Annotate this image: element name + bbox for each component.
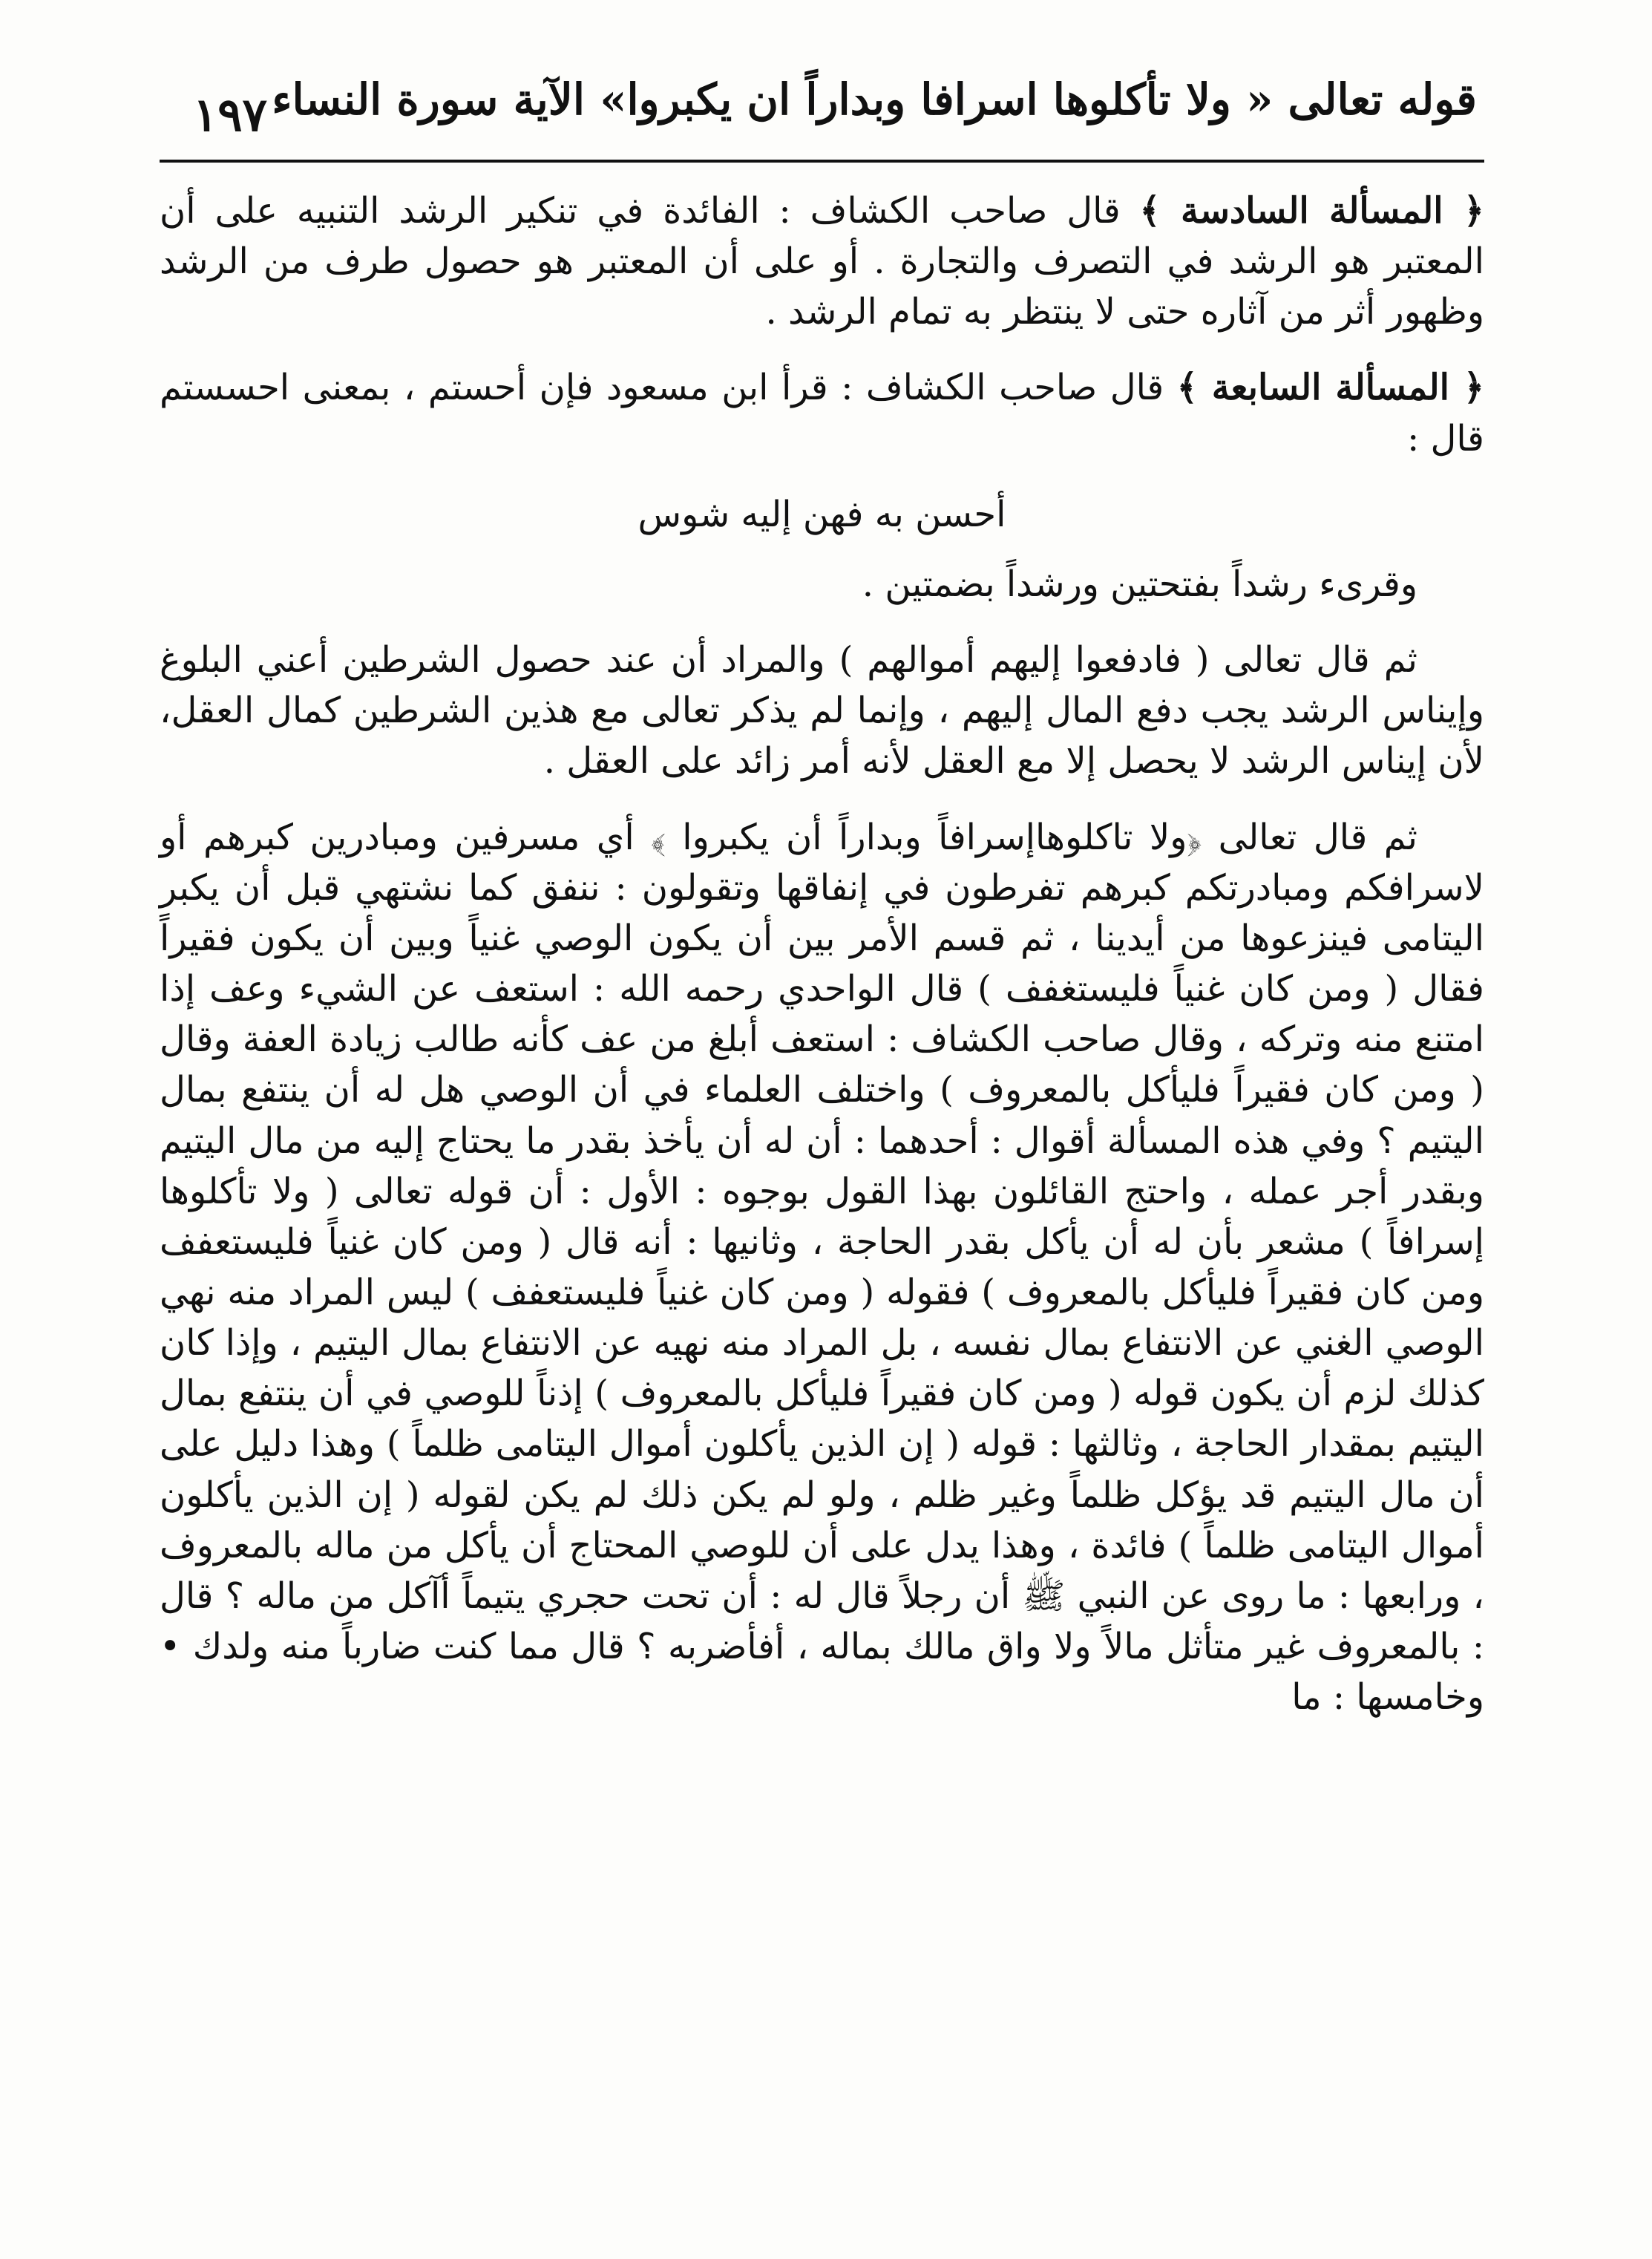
- section-seventh: [160, 362, 1484, 463]
- section-text-seventh: قال صاحب الكشاف : قرأ ابن مسعود فإن أحستم ، بمعنى احسستم قال :: [160, 367, 1484, 460]
- section-label-seventh: ﴿ المسألة السابعة ﴾: [1176, 367, 1484, 409]
- section-sixth: [160, 186, 1484, 337]
- verse-line: أحسن به فهن إليه شوس: [637, 493, 1006, 535]
- paragraph-do-not-consume: ثم قال تعالى ﴿ولا تاكلوهاإسرافاً وبداراً أن يكبروا ﴾ أي مسرفين ومبادرين كبرهم أو لاسرافكم ومبادرتكم كبرهم تفرطون في إنفاقها وتقولون : ننفق كما نشتهي قبل أن يكبر اليتامى فينزعوها من أيدينا ، ثم قسم الأمر بين أن يكون الوصي غنياً وبين أن يكون فقيراً فقال ( ومن كان غنياً فليستغفف ) قال الواحدي رحمه الله : استعف عن الشيء وعف إذا امتنع منه وتركه ، وقال صاحب الكشاف : استعف أبلغ من عف كأنه طالب زيادة العفة وقال ( ومن كان فقيراً فليأكل بالمعروف ) واختلف العلماء في أن الوصي هل له أن ينتفع بمال اليتيم ؟ وفي هذه المسألة أقوال : أحدهما : أن له أن يأخذ بقدر ما يحتاج إليه من مال اليتيم وبقدر أجر عمله ، واحتج القائلون بهذا القول بوجوه : الأول : أن قوله تعالى ( ولا تأكلوها إسرافاً ) مشعر بأن له أن يأكل بقدر الحاجة ، وثانيها : أنه قال ( ومن كان غنياً فليستعفف ومن كان فقيراً فليأكل بالمعروف ) فقوله ( ومن كان غنياً فليستعفف ) ليس المراد منه نهي الوصي الغني عن الانتفاع بمال نفسه ، بل المراد منه نهيه عن الانتفاع بمال اليتيم ، وإذا كان كذلك لزم أن يكون قوله ( ومن كان فقيراً فليأكل بالمعروف ) إذناً للوصي في أن ينتفع بمال اليتيم بمقدار الحاجة ، وثالثها : قوله ( إن الذين يأكلون أموال اليتامى ظلماً ) وهذا دليل على أن مال اليتيم قد يؤكل ظلماً وغير ظلم ، ولو لم يكن ذلك لم يكن لقوله ( إن الذين يأكلون أموال اليتامى ظلماً ) فائدة ، وهذا يدل على أن للوصي المحتاج أن يأكل من ماله بالمعروف ، ورابعها : ما روى عن النبي ﷺ أن رجلاً قال له : أن تحت حجري يتيماً أآكل من ماله ؟ قال : بالمعروف غير متأثل مالاً ولا واق مالك بماله ، أفأضربه ؟ قال مما كنت ضارباً منه ولدك • وخامسها : ما: [160, 816, 1485, 1719]
- paragraph-pay-property: ثم قال تعالى ( فادفعوا إليهم أموالهم ) والمراد أن عند حصول الشرطين أعني البلوغ وإيناس الرشد يجب دفع المال إليهم ، وإنما لم يذكر تعالى مع هذين الشرطين كمال العقل، لأن إيناس الرشد لا يحصل إلا مع العقل لأنه أمر زائد على العقل .: [160, 639, 1484, 782]
- section-label-sixth: ﴿ المسألة السادسة ﴾: [1139, 190, 1485, 232]
- running-title: قوله تعالى « ولا تأكلوها اسرافا وبداراً ان يكبروا» الآية سورة النساء: [272, 74, 1477, 125]
- header-rule: [160, 160, 1484, 163]
- reading-note: وقرىء رشداً بفتحتين ورشداً بضمتين .: [862, 563, 1417, 605]
- page-content: [160, 186, 1484, 2220]
- section-text-sixth: قال صاحب الكشاف : الفائدة في تنكير الرشد التنبيه على أن المعتبر هو الرشد في التصرف والتجارة . أو على أن المعتبر هو حصول طرف من الرشد وظهور أثر من آثاره حتى لا ينتظر به تمام الرشد .: [160, 190, 1484, 333]
- page-header: [171, 59, 1477, 156]
- page-number: ١٩٧: [193, 88, 267, 142]
